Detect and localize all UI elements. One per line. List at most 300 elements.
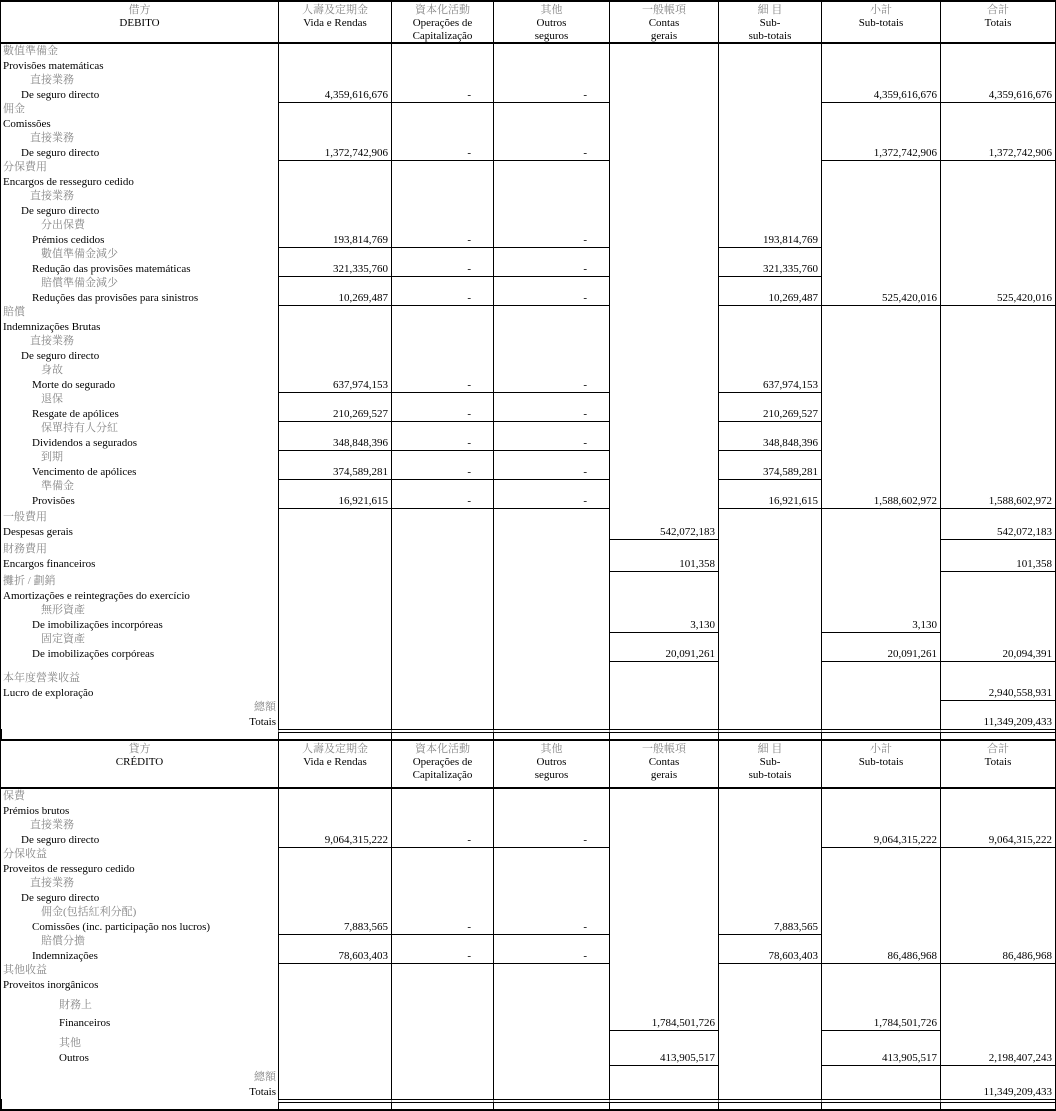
empty-cell [940, 392, 1055, 407]
nil-dash-cell: - [391, 407, 493, 423]
empty-cell [821, 73, 940, 88]
empty-cell [278, 218, 391, 233]
row-label: 分出保費 [41, 219, 85, 231]
nil-dash-cell: - [493, 233, 609, 249]
empty-cell [391, 647, 493, 663]
table-line [1, 349, 1055, 364]
empty-cell [940, 876, 1055, 891]
amount-cell: 4,359,616,676 [821, 88, 940, 104]
empty-cell [609, 334, 718, 349]
row-label: Comissões [3, 117, 51, 130]
empty-cell [718, 146, 821, 162]
amount-cell: 525,420,016 [940, 291, 1055, 307]
row-label: 到期 [41, 451, 63, 463]
empty-cell [493, 247, 609, 262]
table-line [1, 715, 1055, 730]
nil-dash-cell: - [391, 262, 493, 278]
empty-cell [940, 479, 1055, 494]
empty-cell [493, 789, 609, 804]
table-line [1, 963, 1055, 978]
empty-cell [278, 102, 391, 117]
row-label: Redução das provisões matemáticas [32, 262, 191, 275]
empty-cell [718, 618, 821, 634]
empty-cell [718, 934, 821, 949]
credit-title-cell [1, 741, 278, 787]
table-line [1, 700, 1055, 715]
row-label-cell [1, 59, 278, 74]
row-label-cell [1, 305, 278, 320]
empty-cell [718, 131, 821, 146]
empty-cell [493, 891, 609, 906]
empty-cell [821, 233, 940, 249]
row-label-cell [1, 73, 278, 88]
empty-cell [718, 392, 821, 407]
empty-cell [718, 603, 821, 618]
row-label: 其他收益 [3, 964, 47, 976]
column-header-zh: 細 目 [757, 743, 783, 755]
row-label: De seguro directo [21, 349, 100, 362]
empty-cell [940, 862, 1055, 877]
table-line [1, 1036, 1055, 1051]
empty-cell [278, 510, 391, 525]
empty-cell [391, 450, 493, 465]
empty-cell [718, 632, 821, 647]
empty-cell [821, 963, 940, 978]
table-line [1, 262, 1055, 277]
empty-cell [493, 479, 609, 494]
separator-cell [821, 729, 940, 739]
empty-cell [391, 1070, 493, 1085]
nil-dash-cell: - [391, 494, 493, 510]
empty-cell [278, 618, 391, 634]
empty-cell [940, 847, 1055, 862]
empty-cell [493, 117, 609, 132]
empty-cell [940, 175, 1055, 190]
row-label-cell [1, 661, 278, 671]
empty-cell [391, 305, 493, 320]
empty-cell [718, 247, 821, 262]
empty-cell [493, 998, 609, 1013]
empty-cell [718, 160, 821, 175]
row-label: 攤折 / 劃銷 [3, 575, 56, 587]
empty-cell [821, 349, 940, 364]
empty-cell [718, 479, 821, 494]
table-line [1, 998, 1055, 1013]
empty-cell [278, 1085, 391, 1100]
empty-cell [718, 189, 821, 204]
row-label: Reduções das provisões para sinistros [32, 291, 199, 304]
empty-cell [493, 934, 609, 949]
table-line [1, 218, 1055, 233]
empty-cell [718, 818, 821, 833]
column-header-cell [718, 741, 821, 787]
empty-cell [821, 479, 940, 494]
empty-cell [718, 905, 821, 920]
empty-cell [391, 510, 493, 525]
empty-cell [391, 204, 493, 219]
nil-dash-cell: - [493, 833, 609, 849]
empty-cell [940, 102, 1055, 117]
amount-cell: 86,486,968 [821, 949, 940, 965]
empty-cell [718, 963, 821, 978]
separator-cell [278, 1099, 391, 1109]
empty-cell [821, 1036, 940, 1051]
empty-cell [391, 700, 493, 715]
row-label-cell [1, 233, 278, 249]
empty-cell [940, 407, 1055, 423]
amount-cell: 637,974,153 [718, 378, 821, 394]
empty-cell [391, 715, 493, 730]
empty-cell [821, 998, 940, 1013]
amount-cell: 9,064,315,222 [940, 833, 1055, 849]
empty-cell [940, 920, 1055, 936]
empty-cell [940, 59, 1055, 74]
empty-cell [821, 891, 940, 906]
row-label-cell [1, 686, 278, 702]
row-label: 固定資產 [41, 633, 85, 645]
empty-cell [609, 262, 718, 278]
row-label: 無形資產 [41, 604, 85, 616]
row-label: 佣金 [3, 103, 25, 115]
amount-cell: 101,358 [940, 557, 1055, 573]
table-line [1, 436, 1055, 451]
empty-cell [940, 421, 1055, 436]
empty-cell [940, 542, 1055, 557]
table-line [1, 876, 1055, 891]
empty-cell [391, 818, 493, 833]
column-header-pt: Outros [536, 17, 567, 29]
column-header-pt: Totais [984, 17, 1012, 29]
empty-cell [609, 876, 718, 891]
row-label-cell [1, 392, 278, 407]
row-label: 身故 [41, 364, 63, 376]
row-label-cell [1, 131, 278, 146]
row-label-cell [1, 465, 278, 481]
empty-cell [609, 378, 718, 394]
row-label-cell [1, 998, 278, 1013]
amount-cell: 16,921,615 [718, 494, 821, 510]
table-line [1, 934, 1055, 949]
empty-cell [609, 392, 718, 407]
row-label: 直接業務 [30, 819, 74, 831]
amount-cell: 637,974,153 [278, 378, 391, 394]
table-line [1, 510, 1055, 525]
amount-cell: 1,372,742,906 [940, 146, 1055, 162]
empty-cell [821, 789, 940, 804]
empty-cell [278, 700, 391, 715]
row-label: Lucro de exploração [3, 686, 94, 699]
table-line [1, 320, 1055, 335]
empty-cell [493, 102, 609, 117]
empty-cell [391, 603, 493, 618]
empty-cell [493, 632, 609, 647]
credit-title-pt: CRÉDITO [115, 756, 164, 768]
empty-cell [718, 320, 821, 335]
nil-dash-cell: - [493, 291, 609, 307]
row-label: De seguro directo [21, 833, 100, 846]
empty-cell [821, 247, 940, 262]
empty-cell [609, 204, 718, 219]
empty-cell [609, 465, 718, 481]
empty-cell [821, 715, 940, 730]
empty-cell [718, 1051, 821, 1067]
debit-title-cell [1, 2, 278, 42]
column-header-cell [940, 2, 1055, 42]
empty-cell [493, 542, 609, 557]
empty-cell [821, 276, 940, 291]
empty-cell [278, 320, 391, 335]
table-line [1, 862, 1055, 877]
table-line [1, 247, 1055, 262]
empty-cell [278, 392, 391, 407]
amount-cell: 20,091,261 [821, 647, 940, 663]
empty-cell [609, 479, 718, 494]
empty-cell [609, 102, 718, 117]
empty-cell [278, 175, 391, 190]
empty-cell [493, 804, 609, 819]
empty-cell [493, 862, 609, 877]
credit-bottom-separator [1, 1099, 1055, 1109]
amount-cell: 9,064,315,222 [821, 833, 940, 849]
column-header-cell [278, 2, 391, 42]
empty-cell [493, 905, 609, 920]
empty-cell [391, 247, 493, 262]
empty-cell [493, 574, 609, 589]
table-line [1, 160, 1055, 175]
row-label-cell [1, 603, 278, 618]
empty-cell [718, 876, 821, 891]
empty-cell [609, 847, 718, 862]
column-header-pt: seguros [534, 30, 569, 42]
row-label: Prémios brutos [3, 804, 70, 817]
empty-cell [940, 574, 1055, 589]
empty-cell [609, 804, 718, 819]
empty-cell [493, 978, 609, 993]
nil-dash-cell: - [493, 146, 609, 162]
table-line [1, 117, 1055, 132]
empty-cell [609, 407, 718, 423]
amount-cell: 1,372,742,906 [278, 146, 391, 162]
empty-cell [821, 920, 940, 936]
nil-dash-cell: - [493, 920, 609, 936]
empty-cell [391, 963, 493, 978]
empty-cell [940, 632, 1055, 647]
empty-cell [278, 574, 391, 589]
row-label-cell [1, 291, 278, 307]
empty-cell [609, 818, 718, 833]
row-label: Indemnizações [32, 949, 98, 962]
row-label: 保費 [3, 790, 25, 802]
empty-cell [391, 363, 493, 378]
row-label-cell [1, 1085, 278, 1100]
debit-bottom-separator [1, 729, 1055, 739]
table-line [1, 291, 1055, 306]
credit-body [1, 789, 1055, 1099]
table-line [1, 276, 1055, 291]
empty-cell [718, 647, 821, 663]
nil-dash-cell: - [391, 146, 493, 162]
row-label-cell [1, 175, 278, 190]
empty-cell [940, 891, 1055, 906]
row-label-cell [1, 789, 278, 804]
empty-cell [493, 510, 609, 525]
empty-cell [609, 175, 718, 190]
table-line [1, 847, 1055, 862]
row-label: 準備金 [41, 480, 74, 492]
amount-cell: 2,940,558,931 [940, 686, 1055, 702]
empty-cell [493, 44, 609, 59]
table-line [1, 1085, 1055, 1100]
column-header-pt: Vida e Rendas [303, 17, 367, 29]
row-label-cell [1, 204, 278, 219]
separator-cell [1, 729, 278, 739]
row-label-cell [1, 862, 278, 877]
empty-cell [493, 363, 609, 378]
empty-cell [718, 700, 821, 715]
amount-cell: 210,269,527 [718, 407, 821, 423]
amount-cell: 101,358 [609, 557, 718, 573]
empty-cell [391, 334, 493, 349]
column-header-zh: 資本化活動 [415, 4, 470, 16]
row-label-cell [1, 276, 278, 291]
empty-cell [493, 1070, 609, 1085]
empty-cell [278, 891, 391, 906]
empty-cell [821, 450, 940, 465]
empty-cell [609, 998, 718, 1013]
empty-cell [821, 334, 940, 349]
empty-cell [821, 59, 940, 74]
row-label-cell [1, 1051, 278, 1067]
empty-cell [940, 1036, 1055, 1051]
amount-cell: 193,814,769 [718, 233, 821, 249]
empty-cell [278, 603, 391, 618]
empty-cell [821, 262, 940, 278]
column-header-pt: Sub-totais [858, 17, 904, 29]
row-label: 賠償 [3, 306, 25, 318]
empty-cell [609, 291, 718, 307]
row-label-cell [1, 876, 278, 891]
empty-cell [493, 320, 609, 335]
empty-cell [940, 510, 1055, 525]
debit-title-zh: 借方 [128, 4, 151, 16]
amount-cell: 78,603,403 [718, 949, 821, 965]
column-header-pt: Sub-totais [858, 756, 904, 768]
row-label: 分保費用 [3, 161, 47, 173]
empty-cell [391, 525, 493, 541]
empty-cell [609, 146, 718, 162]
table-line [1, 632, 1055, 647]
empty-cell [278, 1051, 391, 1067]
nil-dash-cell: - [391, 949, 493, 965]
empty-cell [821, 557, 940, 573]
empty-cell [609, 494, 718, 510]
empty-cell [391, 804, 493, 819]
table-line [1, 363, 1055, 378]
empty-cell [821, 392, 940, 407]
empty-cell [940, 465, 1055, 481]
empty-cell [278, 862, 391, 877]
table-line [1, 1070, 1055, 1085]
nil-dash-cell: - [391, 291, 493, 307]
row-label-cell [1, 334, 278, 349]
empty-cell [609, 1070, 718, 1085]
empty-cell [940, 450, 1055, 465]
row-label-cell [1, 934, 278, 949]
empty-cell [278, 247, 391, 262]
row-label-cell [1, 1070, 278, 1085]
empty-cell [493, 131, 609, 146]
amount-cell: 374,589,281 [718, 465, 821, 481]
empty-cell [718, 847, 821, 862]
row-label-cell [1, 146, 278, 162]
empty-cell [718, 804, 821, 819]
row-label: Proveitos de resseguro cedido [3, 862, 135, 875]
empty-cell [940, 700, 1055, 715]
row-label: 本年度營業收益 [3, 672, 80, 684]
empty-cell [718, 671, 821, 686]
empty-cell [609, 920, 718, 936]
table-line [1, 603, 1055, 618]
empty-cell [821, 204, 940, 219]
empty-cell [718, 574, 821, 589]
amount-cell: 7,883,565 [278, 920, 391, 936]
empty-cell [391, 59, 493, 74]
empty-cell [718, 978, 821, 993]
empty-cell [821, 160, 940, 175]
empty-cell [940, 262, 1055, 278]
column-header-pt: Contas [648, 17, 680, 29]
row-label-cell [1, 833, 278, 849]
column-header-zh: 細 目 [757, 4, 783, 16]
row-label: Provisões matemáticas [3, 59, 104, 72]
empty-cell [493, 647, 609, 663]
row-label: 總額 [254, 1071, 276, 1083]
empty-cell [391, 1085, 493, 1100]
row-label-cell [1, 574, 278, 589]
empty-cell [940, 233, 1055, 249]
empty-cell [493, 175, 609, 190]
table-line [1, 1016, 1055, 1031]
empty-cell [609, 542, 718, 557]
row-label: 直接業務 [30, 132, 74, 144]
amount-cell: 1,784,501,726 [821, 1016, 940, 1032]
empty-cell [821, 363, 940, 378]
separator-cell [609, 1099, 718, 1109]
empty-cell [278, 934, 391, 949]
empty-cell [718, 833, 821, 849]
empty-cell [821, 1085, 940, 1100]
nil-dash-cell: - [493, 378, 609, 394]
empty-cell [609, 632, 718, 647]
amount-cell: 10,269,487 [278, 291, 391, 307]
nil-dash-cell: - [391, 920, 493, 936]
empty-cell [940, 963, 1055, 978]
empty-cell [391, 73, 493, 88]
empty-cell [718, 1085, 821, 1100]
empty-cell [821, 131, 940, 146]
table-line [1, 450, 1055, 465]
empty-cell [493, 73, 609, 88]
empty-cell [493, 686, 609, 702]
empty-cell [278, 671, 391, 686]
row-label-cell [1, 1036, 278, 1051]
empty-cell [609, 363, 718, 378]
row-label-cell [1, 436, 278, 452]
empty-cell [821, 510, 940, 525]
table-line [1, 574, 1055, 589]
amount-cell: 9,064,315,222 [278, 833, 391, 849]
empty-cell [609, 671, 718, 686]
